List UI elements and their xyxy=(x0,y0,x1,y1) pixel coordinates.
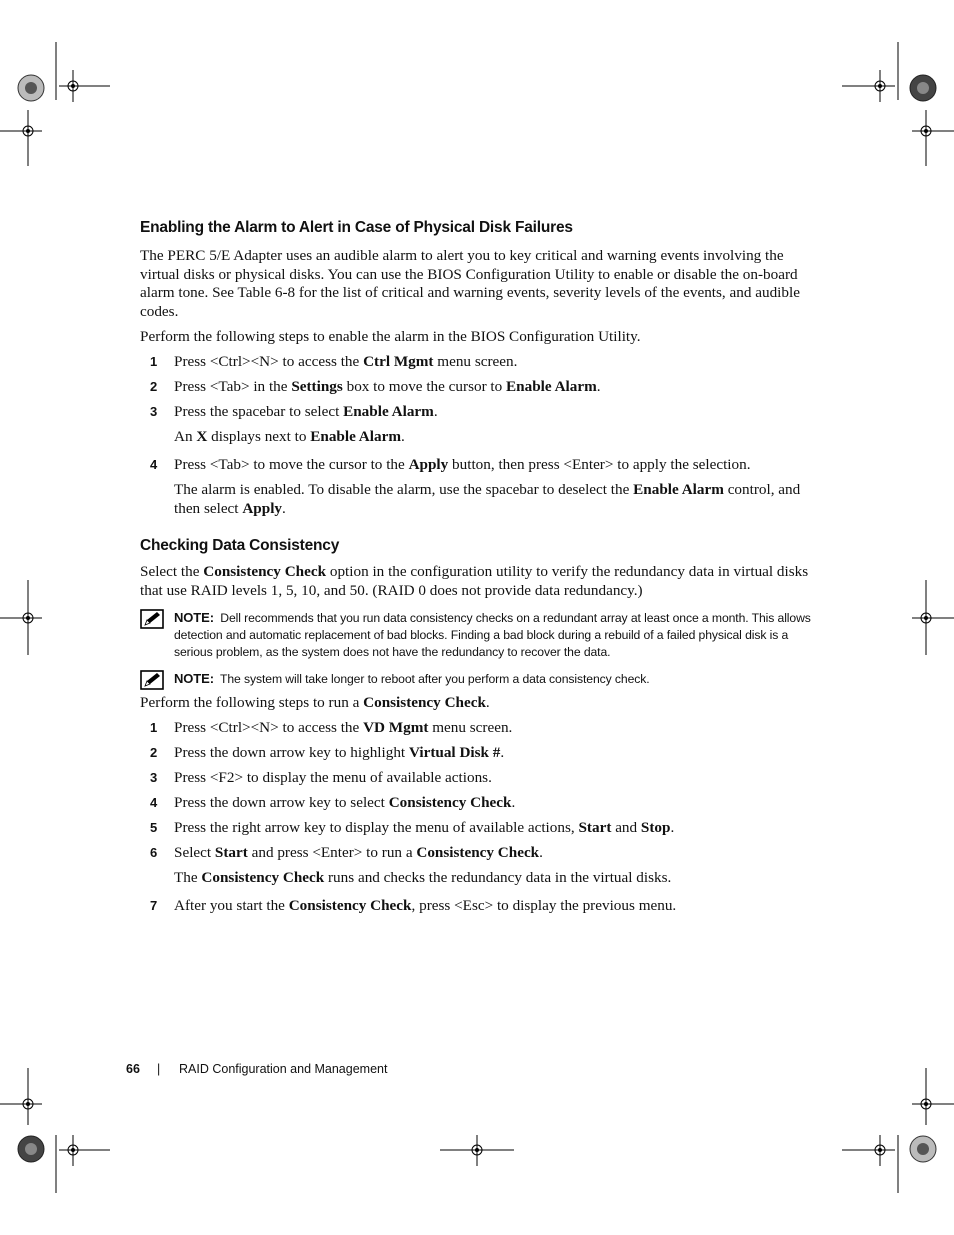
note-text: NOTE: Dell recommends that you run data consistency checks on a redundant array at least once a month. This allows detection and automatic replacement of bad blocks. Finding a bad block during a rebuild of a failed physical disk is a serious problem, as the system does not have the redundancy to recover the data. xyxy=(174,610,811,659)
step-number: 6 xyxy=(150,845,158,860)
step-text: Press the down arrow key to select Consistency Check. xyxy=(174,794,516,811)
step-number: 3 xyxy=(150,404,158,419)
step-text: Press <Ctrl><N> to access the VD Mgmt menu screen. xyxy=(174,719,513,736)
note-text: NOTE: The system will take longer to reboot after you perform a data consistency check. xyxy=(174,671,650,686)
step-number: 1 xyxy=(150,720,158,735)
page-number: 66 xyxy=(126,1062,140,1076)
consistency-lead-paragraph: Perform the following steps to run a Consistency Check. xyxy=(140,694,490,711)
step-number: 4 xyxy=(150,795,158,810)
step-text: After you start the Consistency Check, press <Esc> to display the previous menu. xyxy=(174,897,677,914)
section-heading-data-consistency: Checking Data Consistency xyxy=(140,537,340,554)
step-text: Press the down arrow key to highlight Virtual Disk #. xyxy=(174,744,505,761)
consistency-step-6-result: The Consistency Check runs and checks the redundancy data in the virtual disks. xyxy=(174,869,672,886)
step-text: Press <Ctrl><N> to access the Ctrl Mgmt menu screen. xyxy=(174,353,518,370)
section-heading-enabling-alarm: Enabling the Alarm to Alert in Case of Physical Disk Failures xyxy=(140,219,573,236)
note-pencil-icon xyxy=(140,609,164,629)
note-pencil-icon xyxy=(140,670,164,690)
consistency-intro-paragraph: Select the Consistency Check option in the configuration utility to verify the redundancy data in virtual disks that use RAID levels 1, 5, 10, and 50. (RAID 0 does not provide data redundancy.) xyxy=(140,563,809,599)
step-number: 2 xyxy=(150,379,158,394)
step-number: 4 xyxy=(150,457,158,472)
footer-chapter-title: RAID Configuration and Management xyxy=(179,1062,388,1076)
alarm-step-4-result: The alarm is enabled. To disable the alarm, use the spacebar to deselect the Enable Alarm control, and then select Apply. xyxy=(174,481,801,517)
alarm-step-3-result: An X displays next to Enable Alarm. xyxy=(174,428,405,445)
alarm-intro-paragraph: The PERC 5/E Adapter uses an audible alarm to alert you to key critical and warning events involving the virtual disks or physical disks. You can use the BIOS Configuration Utility to enable or disable the on-board alarm tone. See Table 6-8 for the list of critical and warning events, severity levels of the events, and audible codes. xyxy=(140,247,800,320)
step-number: 1 xyxy=(150,354,158,369)
footer-separator: | xyxy=(157,1062,161,1076)
step-number: 5 xyxy=(150,820,158,835)
alarm-lead-paragraph: Perform the following steps to enable the alarm in the BIOS Configuration Utility. xyxy=(140,328,641,345)
step-number: 3 xyxy=(150,770,158,785)
step-text: Press the right arrow key to display the menu of available actions, Start and Stop. xyxy=(174,819,675,836)
step-text: Press the spacebar to select Enable Alarm. xyxy=(174,403,438,420)
step-text: Press <Tab> in the Settings box to move the cursor to Enable Alarm. xyxy=(174,378,601,395)
step-text: Select Start and press <Enter> to run a Consistency Check. xyxy=(174,844,543,861)
step-number: 2 xyxy=(150,745,158,760)
step-text: Press <Tab> to move the cursor to the Apply button, then press <Enter> to apply the selection. xyxy=(174,456,751,473)
step-text: Press <F2> to display the menu of available actions. xyxy=(174,769,492,786)
step-number: 7 xyxy=(150,898,158,913)
